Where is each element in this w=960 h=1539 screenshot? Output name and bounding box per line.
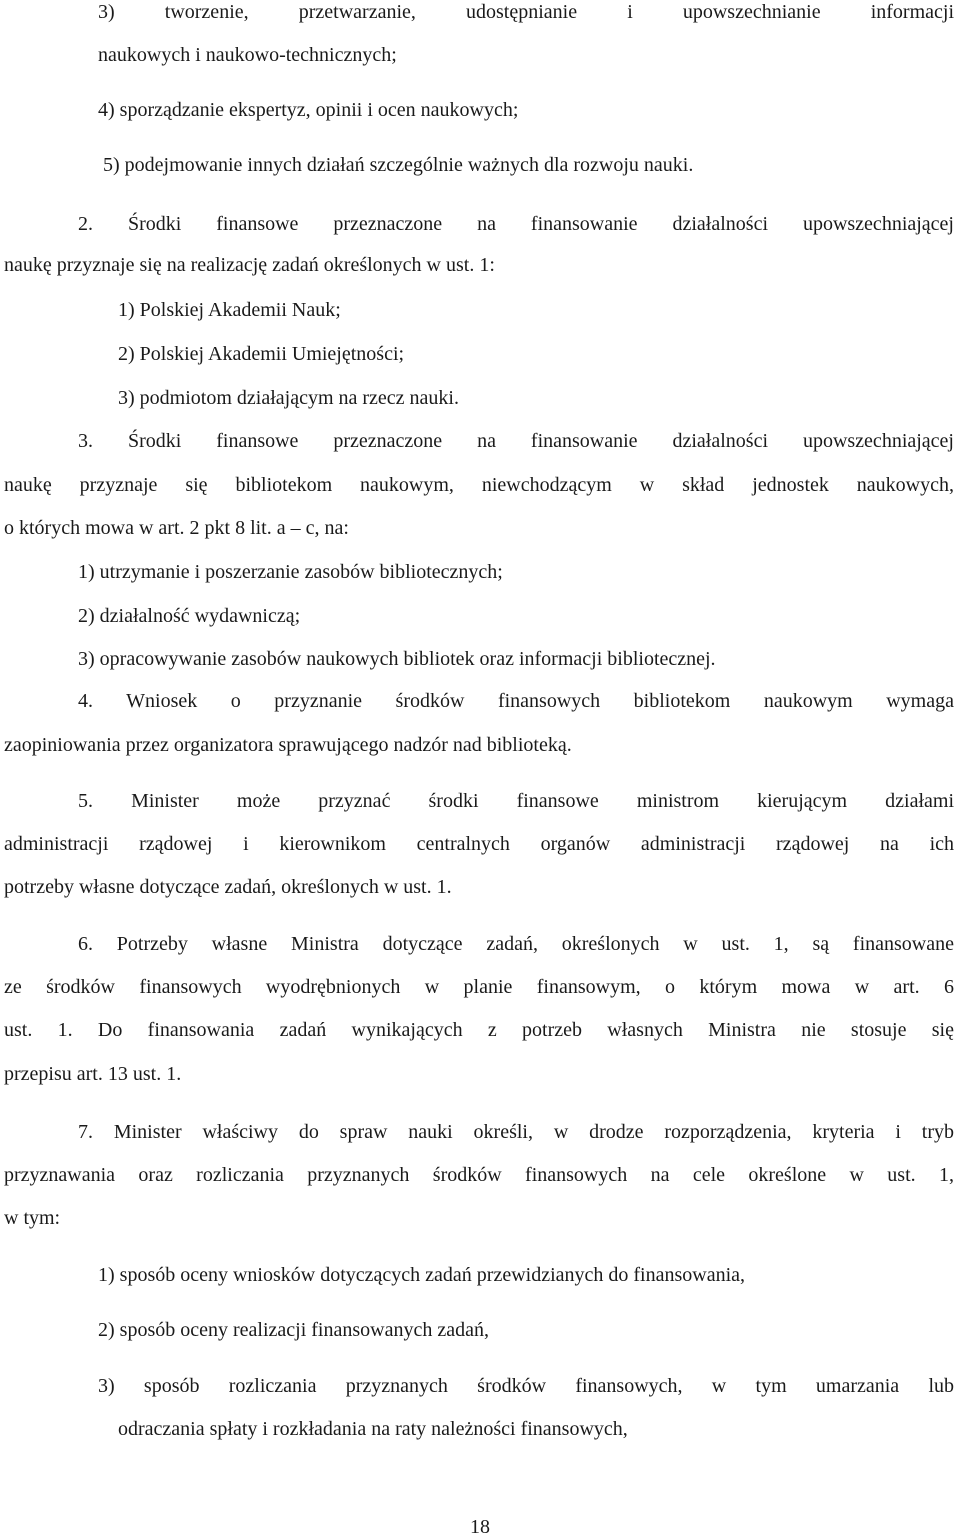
text-line: w tym:	[4, 1207, 61, 1229]
list-item: 3) podmiotom działającym na rzecz nauki.	[118, 387, 459, 409]
list-item: 3) sposób rozliczania przyznanych środków finansowych, w tym umarzania lub	[98, 1375, 954, 1397]
page-number: 18	[470, 1516, 490, 1538]
paragraph-heading-line: 6. Potrzeby własne Ministra dotyczące zadań, określonych w ust. 1, są finansowane	[78, 933, 954, 955]
text-line: przyznawania oraz rozliczania przyznanych środków finansowych na cele określone w ust. 1,	[4, 1164, 954, 1186]
paragraph-heading-line: 3. Środki finansowe przeznaczone na finansowanie działalności upowszechniającej	[78, 430, 954, 452]
list-item: 3) opracowywanie zasobów naukowych bibliotek oraz informacji bibliotecznej.	[78, 648, 716, 670]
paragraph-heading-line: 2. Środki finansowe przeznaczone na finansowanie działalności upowszechniającej	[78, 213, 954, 235]
list-item: 2) działalność wydawniczą;	[78, 605, 301, 627]
list-item: 1) sposób oceny wniosków dotyczących zadań przewidzianych do finansowania,	[98, 1264, 746, 1286]
list-item: 1) utrzymanie i poszerzanie zasobów bibliotecznych;	[78, 561, 503, 583]
text-line: o których mowa w art. 2 pkt 8 lit. a – c, na:	[4, 517, 349, 539]
list-item: 2) sposób oceny realizacji finansowanych zadań,	[98, 1319, 489, 1341]
paragraph-heading-line: 5. Minister może przyznać środki finansowe ministrom kierującym działami	[78, 790, 954, 812]
text-line: administracji rządowej i kierownikom centralnych organów administracji rządowej na ich	[4, 833, 954, 855]
list-item: 4) sporządzanie ekspertyz, opinii i ocen naukowych;	[98, 99, 519, 121]
text-line: przepisu art. 13 ust. 1.	[4, 1063, 182, 1085]
list-item: 3) tworzenie, przetwarzanie, udostępnianie i upowszechnianie informacji	[98, 1, 954, 23]
list-item: 2) Polskiej Akademii Umiejętności;	[118, 343, 405, 365]
text-line: naukę przyznaje się na realizację zadań określonych w ust. 1:	[4, 254, 495, 276]
text-line: zaopiniowania przez organizatora sprawującego nadzór nad biblioteką.	[4, 734, 572, 756]
text-line: ze środków finansowych wyodrębnionych w planie finansowym, o którym mowa w art. 6	[4, 976, 954, 998]
list-item: 1) Polskiej Akademii Nauk;	[118, 299, 341, 321]
text-line: naukę przyznaje się bibliotekom naukowym, niewchodzącym w skład jednostek naukowych,	[4, 474, 954, 496]
text-line: ust. 1. Do finansowania zadań wynikających z potrzeb własnych Ministra nie stosuje się	[4, 1019, 954, 1041]
text-line: odraczania spłaty i rozkładania na raty należności finansowych,	[118, 1418, 628, 1440]
paragraph-heading-line: 7. Minister właściwy do spraw nauki określi, w drodze rozporządzenia, kryteria i tryb	[78, 1121, 954, 1143]
text-line: potrzeby własne dotyczące zadań, określonych w ust. 1.	[4, 876, 452, 898]
paragraph-heading-line: 4. Wniosek o przyznanie środków finansowych bibliotekom naukowym wymaga	[78, 690, 954, 712]
text-line: naukowych i naukowo-technicznych;	[98, 44, 397, 66]
list-item: 5) podejmowanie innych działań szczególnie ważnych dla rozwoju nauki.	[103, 154, 694, 176]
